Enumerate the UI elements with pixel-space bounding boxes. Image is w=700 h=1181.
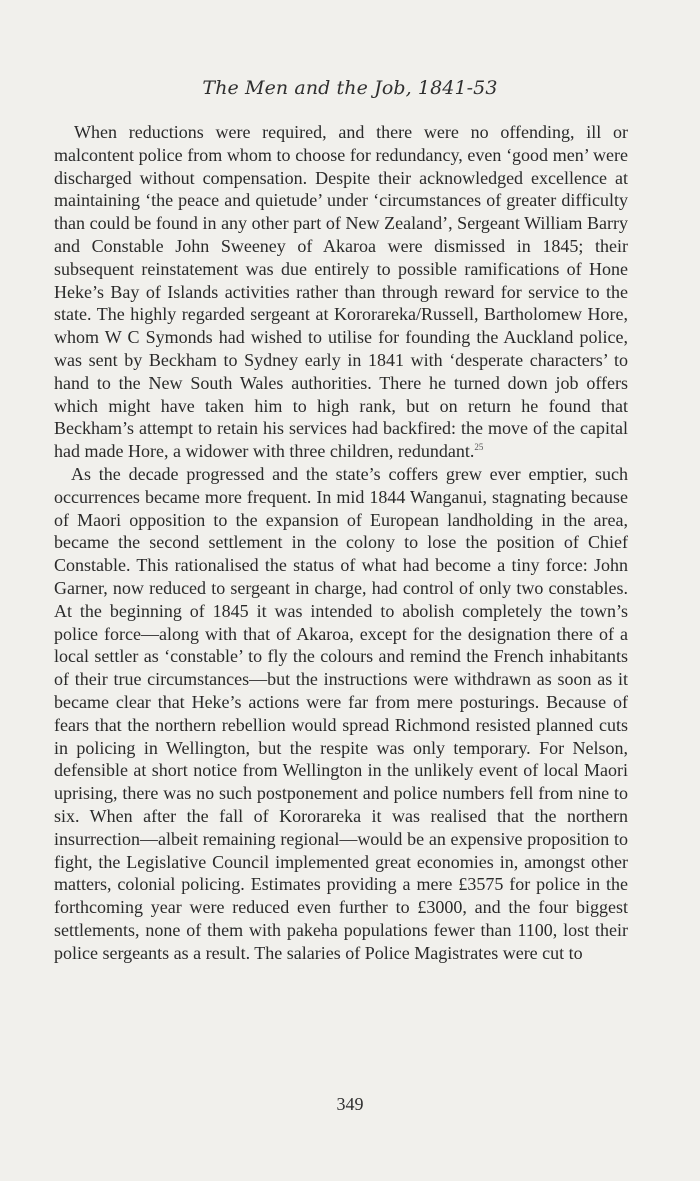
paragraph — [54, 463, 628, 965]
footnote-reference[interactable]: 25 — [474, 442, 484, 453]
running-head-title: The Men and the Job, 1841-53 — [202, 77, 498, 99]
page-number: 349 — [336, 1094, 364, 1114]
paragraph — [54, 121, 628, 463]
paragraph-text: When reductions were required, and there were no offending, ill or malcontent police from whom to choose for redundancy, even ‘good men’ were discharged without compensation. Despite their acknowledged excellence at maintaining ‘the peace and quietude’ under ‘circumstances of greater difficulty than could be found in any other part of New Zealand’, Sergeant William Barry and Constable John Sweeney of Akaroa were dismissed in 1845; their subsequent reinstatement was due entirely to possible ramifications of Hone Heke’s Bay of Islands activities rather than through reward for service to the state. The highly regarded sergeant at Kororareka/Russell, Bartholomew Hore, whom W C Symonds had wished to utilise for founding the Auckland police, was sent by Beckham to Sydney early in 1841 with ‘desperate characters’ to hand to the New South Wales authorities. There he turned down job offers which might have taken him to high rank, but on return he found that Beckham’s attempt to retain his services had backfired: the move of the capital had made Hore, a widower with three children, redundant. — [54, 122, 628, 462]
body-text — [54, 121, 628, 964]
paragraph-text: As the decade progressed and the state’s coffers grew ever emptier, such occurrences became more frequent. In mid 1844 Wanganui, stagnating because of Maori opposition to the expansion of European landholding in the area, became the second settlement in the colony to lose the position of Chief Constable. This rationalised the status of what had become a tiny force: John Garner, now reduced to sergeant in charge, had control of only two constables. At the beginning of 1845 it was intended to abolish completely the town’s police force—along with that of Akaroa, except for the designation there of a local settler as ‘constable’ to fly the colours and remind the French inhabitants of their true circumstances—but the instructions were withdrawn as soon as it became clear that Heke’s actions were far from mere posturings. Because of fears that the northern rebellion would spread Richmond resisted planned cuts in policing in Wellington, but the respite was only temporary. For Nelson, defensible at short notice from Wellington in the unlikely event of local Maori uprising, there was no such postponement and police numbers fell from nine to six. When after the fall of Kororareka it was realised that the northern insurrection—albeit remaining regional—would be an expensive proposition to fight, the Legislative Council implemented great economies in, amongst other matters, colonial policing. Estimates providing a mere £3575 for police in the forthcoming year were reduced even further to £3000, and the four biggest settlements, none of them with pakeha populations fewer than 1100, lost their police sergeants as a result. The salaries of Police Magistrates were cut to — [54, 463, 628, 963]
